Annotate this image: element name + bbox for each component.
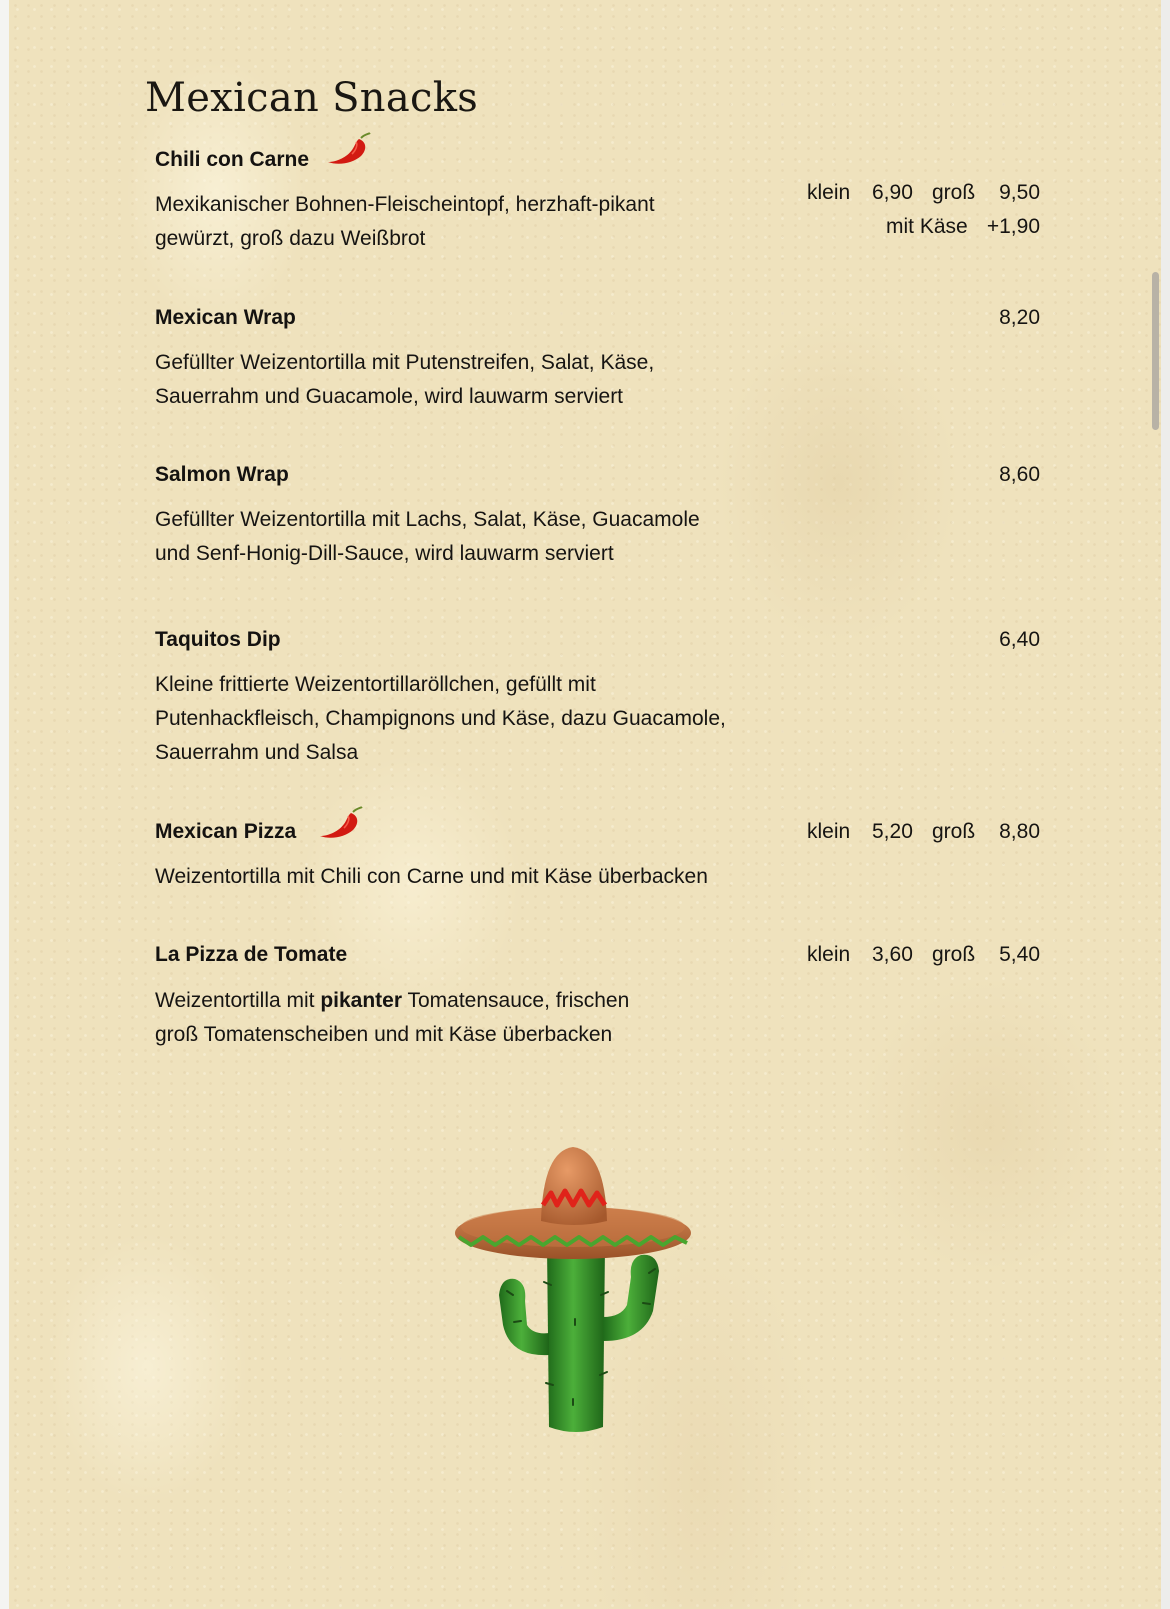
- price: 6,40: [999, 628, 1040, 651]
- chili-pepper-icon: [317, 806, 365, 844]
- item-name-mexican-pizza: Mexican Pizza: [155, 820, 297, 843]
- price-large: 5,40: [999, 943, 1040, 966]
- price-large: 8,80: [999, 820, 1040, 843]
- price: 8,20: [999, 306, 1040, 329]
- chili-pepper-icon: [325, 132, 373, 170]
- price-size-label-small: klein: [807, 943, 851, 966]
- price-small: 5,20: [872, 820, 913, 843]
- item-desc-line: gewürzt, groß dazu Weißbrot: [155, 227, 426, 250]
- price-size-label-large: groß: [932, 943, 976, 966]
- price-row-size: [760, 178, 1040, 208]
- price-row-size: [760, 817, 1040, 847]
- item-desc-line: Sauerrahm und Salsa: [155, 741, 359, 764]
- item-desc-text: Tomatensauce, frischen: [402, 989, 630, 1012]
- price-large: 9,50: [999, 181, 1040, 204]
- price: 8,60: [999, 463, 1040, 486]
- price-size-label-large: groß: [932, 820, 976, 843]
- price-size-label-large: groß: [932, 181, 976, 204]
- page-margin-left: [0, 0, 9, 1609]
- item-name-salmon-wrap: Salmon Wrap: [155, 463, 289, 486]
- price-row-size: [760, 940, 1040, 970]
- item-desc-line: Gefüllter Weizentortilla mit Putenstreifen, Salat, Käse,: [155, 351, 655, 374]
- price-size-label-small: klein: [807, 820, 851, 843]
- page-margin-right: [1161, 0, 1170, 1609]
- price-row: [760, 460, 1040, 490]
- item-name-chili-con-carne: Chili con Carne: [155, 148, 310, 171]
- price-small: 3,60: [872, 943, 913, 966]
- price-row: [760, 303, 1040, 333]
- item-name-mexican-wrap: Mexican Wrap: [155, 306, 296, 329]
- item-desc-line: Putenhackfleisch, Champignons und Käse, dazu Guacamole,: [155, 707, 726, 730]
- item-desc-line: Weizentortilla mit Chili con Carne und mit Käse überbacken: [155, 865, 708, 888]
- item-desc-line: Gefüllter Weizentortilla mit Lachs, Salat, Käse, Guacamole: [155, 508, 700, 531]
- scrollbar-thumb[interactable]: [1152, 272, 1159, 430]
- item-name-la-pizza-de-tomate: La Pizza de Tomate: [155, 943, 348, 966]
- page-title: Mexican Snacks: [145, 75, 479, 121]
- item-desc-bold: pikanter: [320, 989, 403, 1012]
- item-name-taquitos-dip: Taquitos Dip: [155, 628, 281, 651]
- item-desc-line: Sauerrahm und Guacamole, wird lauwarm serviert: [155, 385, 624, 408]
- price-row-extra: [760, 212, 1040, 242]
- item-desc-line: [155, 984, 629, 1018]
- extra-price: +1,90: [986, 215, 1040, 238]
- item-desc-line: Mexikanischer Bohnen-Fleischeintopf, herzhaft-pikant: [155, 193, 655, 216]
- item-desc-line: groß Tomatenscheiben und mit Käse überbacken: [155, 1023, 613, 1046]
- item-desc-line: Kleine frittierte Weizentortillaröllchen, gefüllt mit: [155, 673, 596, 696]
- item-desc-line: und Senf-Honig-Dill-Sauce, wird lauwarm serviert: [155, 542, 614, 565]
- extra-label: mit Käse: [886, 215, 968, 238]
- sombrero-cactus-illustration: [455, 1145, 710, 1445]
- price-small: 6,90: [872, 181, 913, 204]
- price-size-label-small: klein: [807, 181, 851, 204]
- item-desc-text: Weizentortilla mit: [155, 989, 321, 1012]
- price-row: [760, 625, 1040, 655]
